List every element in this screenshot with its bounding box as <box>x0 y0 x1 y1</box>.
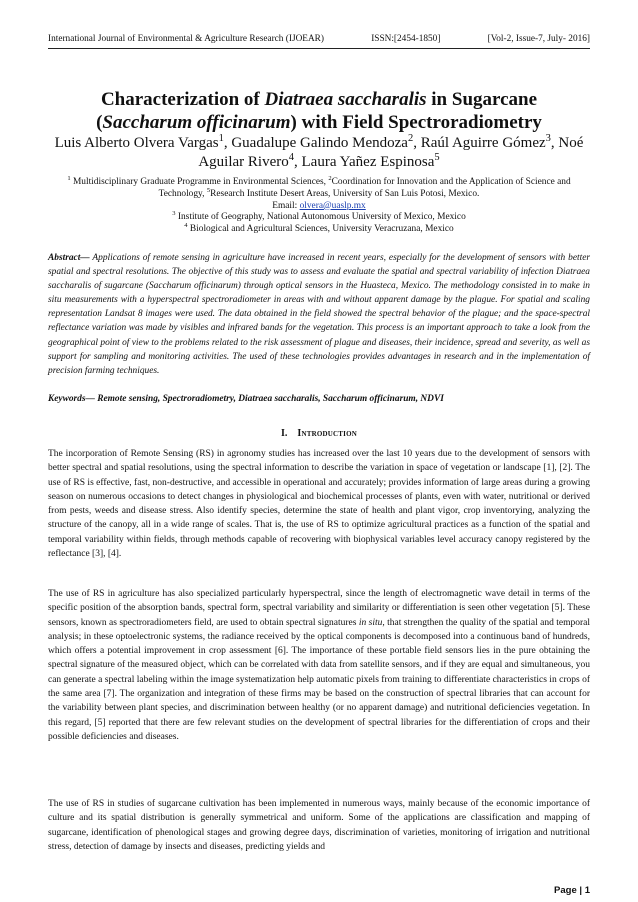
section-number: I. <box>281 428 288 439</box>
body-paragraph-2: The use of RS in agriculture has also specialized particularly hyperspectral, since the length of electromagnetic wave detail in terms of the specific position of the absorption bands, spectral form, spectral variability and similarity or differentiation is seen other vegetation [5]. These sensors, known as spectroradiometers field, are used to obtain spectral signatures in situ, that strengthen the quality of the spatial and temporal analysis; in these optoelectronic systems, the radiance received by the optical components is decomposed into a continuous band of hundreds, which offers a potential improvement in crop assessment [6]. The importance of these portable field sensors lies in the pure obtaining the spectral signature of the measured object, which can be correlated with data from satellite sensors, and if they are equal and simultaneous, you can generate a spectral labeling within the image systematization help automatic pixels from training to differentiate characteristics in crops of the same area [7]. The organization and integration of these firms may be based on the construction of spectral libraries that can account for the variability between plant species, and discrimination between healthy (or no apparent damage) and nutritional deficiencies vegetation. In this regard, [5] reported that there are few relevant studies on the development of spectral libraries for the differentiation of crops and their possible deficiencies and diseases. <box>48 589 591 742</box>
keywords <box>48 394 590 404</box>
affiliation-block-1: $^1$ Multidisciplinary Graduate Programme in Environmental Sciences, $^2$Coordination for Innovation and the Application of Science and Technology, $^5$Research Institute Desert Areas, University of San Luis Potosi, Mexico. <box>67 174 571 199</box>
abstract <box>48 251 590 378</box>
title-line-2: (Saccharum officinarum) with Field Spectroradiometry <box>96 112 542 133</box>
author-list: Luis Alberto Olvera Vargas$^1$, Guadalupe Galindo Mendoza$^2$, Raúl Aguirre Gómez$^3$, Noé Aguilar Rivero$^4$, Laura Yañez Espinosa$^5$ <box>54 133 584 170</box>
email-line: Email: olvera@uaslp.mx <box>272 200 366 211</box>
section-title: Introduction <box>297 428 357 439</box>
body-paragraph-3: The use of RS in studies of sugarcane cultivation has been implemented in numerous ways, mainly because of the economic importance of culture and its spatial distribution is generally symmetrical and uniform. Some of the applications are classification and mapping of sugarcane, identification of phenological stages and growing degree days, discrimination of varieties, monitoring of irrigation and nutritional stress, detection of damage by insects and diseases, predicting yields and <box>48 799 590 852</box>
body-paragraph-1: The incorporation of Remote Sensing (RS) in agronomy studies has increased over the last 10 years due to the development of sensors with better spectral and spatial resolutions, using the spectral information to describe the variation in space of vegetation or landscape [1], [2]. The use of RS is effective, fast, non-destructive, and accessible in operational and accurately; provides information of large areas during a growing season on numerous occasions to detect changes in physiological and biochemical processes of plants, even with water, nutritional or derived from pests, weeds and disease stress. Also identify species, determine the state of health and plant vigor, crop inventorying, analyzing the structure of the canopy, all in a wide range of scales. That is, the use of RS to optimize agricultural practices as a function of the spatial and temporal variability within fields, through methods capable of recovering with biophysical variables level accuracy canopy registered by the reflectance [3], [4]. <box>48 449 590 560</box>
abstract-text: Applications of remote sensing in agriculture have increased in recent years, especially for the development of sensors with better spatial and spectral resolutions. The objective of this study was to assess and evaluate the spatial and spectral variability of infection Diatraea saccharalis of sugarcane (Saccharum officinarum) through optical sensors in the Huasteca, Mexico. The methodology consisted in to make in situ measurements with a hyperspectral spectroradiometer in areas with and without apparent damage by the plague. For spatial and scaling representation Landsat 8 images were used. The data obtained in the field showed the spectral behavior of the plague; and the space-spectral reflectance variation was made by visibles and infrared bands for the vegetation. This process is an important approach to take a look from the geographical point of view to the problems related to the risk assessment of plague and diseases, their incidence, spread and severity, as well as support for sampling and monitoring activities. The used of these technologies provides advantages in research and in the implementation of precision farming techniques. <box>48 253 590 376</box>
affiliation-4: $^4$ Biological and Agricultural Sciences, University Veracruzana, Mexico <box>184 222 454 235</box>
affiliation-3: $^3$ Institute of Geography, National Autonomous University of Mexico, Mexico <box>172 210 466 223</box>
author: Raúl Aguirre Gómez <box>420 135 546 151</box>
email-link[interactable]: olvera@uaslp.mx <box>299 200 366 211</box>
author: Noé Aguilar Rivero <box>198 135 584 170</box>
author: Guadalupe Galindo Mendoza <box>231 135 408 151</box>
affiliations <box>48 174 590 236</box>
running-header <box>48 34 590 49</box>
page-number: 1 <box>584 885 590 896</box>
keywords-text: Remote sensing, Spectroradiometry, Diatraea saccharalis, Saccharum officinarum, NDVI <box>94 394 444 404</box>
journal-name: International Journal of Environmental & Agriculture Research (IJOEAR) <box>48 34 324 44</box>
issn: ISSN:[2454-1850] <box>371 34 441 44</box>
section-heading <box>48 428 590 439</box>
abstract-label: Abstract— <box>48 253 90 263</box>
keywords-label: Keywords— <box>48 394 95 404</box>
author: Luis Alberto Olvera Vargas <box>54 135 219 151</box>
author: Laura Yañez Espinosa <box>301 154 435 170</box>
paper-title <box>40 88 598 134</box>
page-footer: Page | 1 <box>554 885 590 896</box>
title-line-1: Characterization of Diatraea saccharalis in Sugarcane <box>100 89 538 110</box>
volume-issue: [Vol-2, Issue-7, July- 2016] <box>487 34 590 44</box>
